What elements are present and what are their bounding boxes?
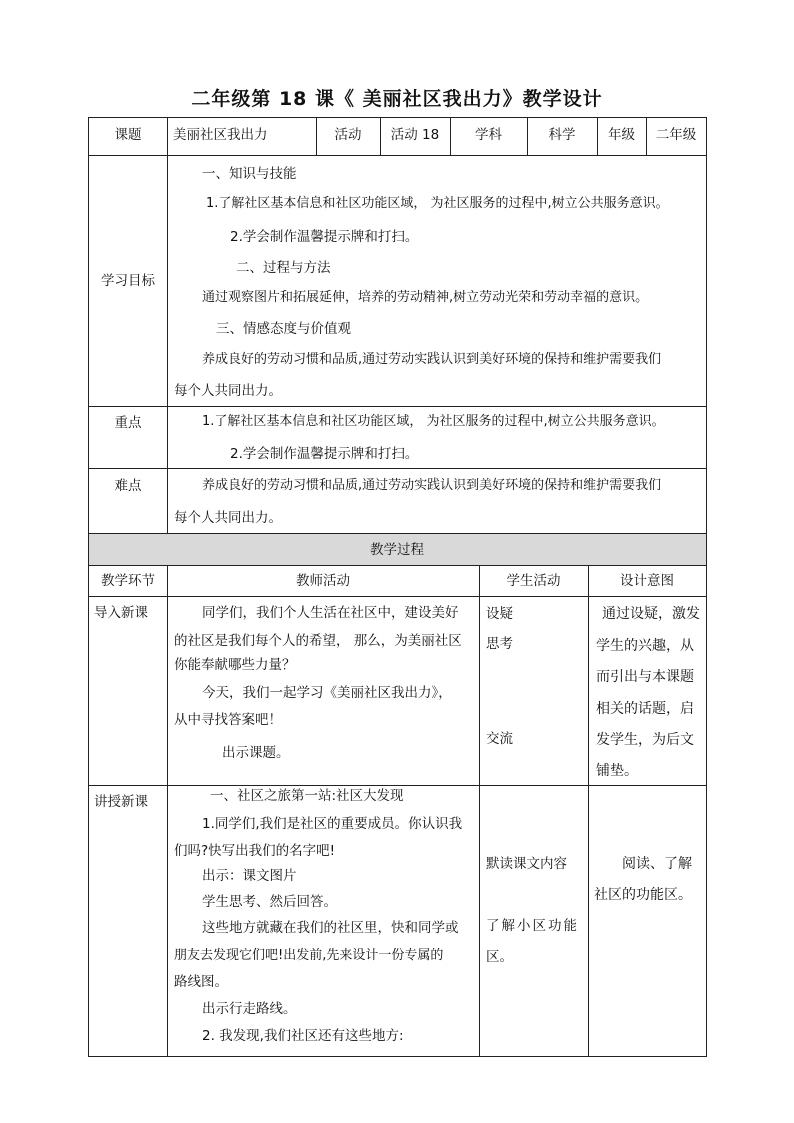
intro-intent-line: 学生的兴趣，从 [596,638,694,654]
intro-teacher-line: 你能奉献哪些力量？ [174,657,296,673]
course-value: 美丽社区我出力 [173,127,268,143]
difficulties-line: 每个人共同出力。 [174,510,282,526]
key-points-line: 1.了解社区基本信息和社区功能区域， 为社区服务的过程中,树立公共服务意识。 [202,414,665,429]
row-line [88,468,707,469]
objectives-line: 2.学会制作温馨提示牌和打扫。 [230,229,419,245]
row-line [88,117,707,118]
lecture-intent-line: 社区的功能区。 [594,887,692,903]
row-line [88,596,707,597]
intro-intent-line: 相关的话题，启 [596,701,694,717]
key-points-line: 2.学会制作温馨提示牌和打扫。 [230,446,419,462]
intro-student-line: 思考 [486,636,513,652]
lecture-intent-line: 阅读、了解 [622,856,692,872]
document-title: 二年级第 18 课《 美丽社区我出力》教学设计 [191,88,603,110]
objectives-line: 一、知识与技能 [202,166,297,182]
lecture-teacher-line: 2. 我发现,我们社区还有这些地方: [202,1028,404,1044]
lecture-student-line: 默读课文内容 [486,856,567,872]
column-header-intent: 设计意图 [620,573,674,589]
intro-teacher-line: 出示课题。 [222,745,290,761]
col-line [167,117,168,534]
lecture-student-line: 了解小区功能 [486,918,579,934]
lecture-teacher-line: 一、社区之旅第一站:社区大发现 [210,788,404,804]
activity-label: 活动 [334,127,362,143]
key-points-label: 重点 [114,415,142,431]
row-line [88,533,707,534]
row-line [88,565,707,566]
intro-stage: 导入新课 [94,605,148,621]
subject-value: 科学 [548,127,576,143]
lecture-teacher-line: 路线图。 [174,974,228,990]
subject-label: 学科 [475,127,502,143]
activity-value: 活动 18 [390,127,440,143]
lecture-teacher-line: 这些地方就藏在我们的社区里，快和同学或 [202,920,459,936]
col-line [588,565,589,1057]
row-line [88,155,707,156]
objectives-line: 养成良好的劳动习惯和品质,通过劳动实践认识到美好环境的保持和维护需要我们 [202,352,662,367]
lecture-teacher-line: 1.同学们,我们是社区的重要成员。你认识我 [202,816,463,832]
col-line [706,117,707,1057]
column-header-student: 学生活动 [506,573,561,589]
process-title: 教学过程 [370,542,424,558]
intro-intent-line: 而引出与本课题 [596,669,694,685]
row-line [88,406,707,407]
lecture-teacher-line: 们吗?快写出我们的名字吧! [174,843,336,859]
column-header-teacher: 教师活动 [296,573,350,589]
intro-student-line: 交流 [486,731,513,747]
intro-teacher-line: 从中寻找答案吧！ [174,712,282,728]
objectives-label: 学习目标 [101,273,155,289]
intro-intent-line: 发学生，为后文 [596,732,694,748]
lecture-teacher-line: 出示行走路线。 [202,1001,297,1017]
objectives-line: 1.了解社区基本信息和社区功能区域， 为社区服务的过程中,树立公共服务意识。 [206,196,669,211]
objectives-line: 三、情感态度与价值观 [216,321,351,337]
col-line [167,565,168,1057]
column-header-stage: 教学环节 [101,573,155,589]
course-label: 课题 [114,127,142,143]
intro-teacher-line: 今天，我们一起学习《美丽社区我出力》， [202,685,452,701]
lecture-student-line: 区。 [486,949,513,965]
difficulties-label: 难点 [114,478,142,494]
row-line [88,785,707,786]
objectives-line: 通过观察图片和拓展延伸，培养的劳动精神,树立劳动光荣和劳动幸福的意识。 [202,290,649,305]
intro-teacher-line: 的社区是我们每个人的希望， 那么，为美丽社区 [174,633,462,649]
intro-teacher-line: 同学们，我们个人生活在社区中，建设美好 [202,605,459,621]
intro-student-line: 设疑 [486,606,513,622]
lecture-stage: 讲授新课 [94,794,148,810]
lecture-teacher-line: 学生思考、然后回答。 [202,894,337,910]
grade-value: 二年级 [655,127,697,143]
intro-intent-line: 通过设疑，激发 [602,606,700,622]
objectives-line: 二、过程与方法 [236,260,331,276]
col-line [479,565,480,1057]
grade-label: 年级 [608,127,635,143]
lecture-teacher-line: 出示：课文图片 [202,868,297,884]
row-line [88,1056,707,1057]
intro-intent-line: 铺垫。 [596,763,638,779]
lecture-teacher-line: 朋友去发现它们吧!出发前,先来设计一份专属的 [174,948,444,963]
objectives-line: 每个人共同出力。 [174,383,282,399]
difficulties-line: 养成良好的劳动习惯和品质,通过劳动实践认识到美好环境的保持和维护需要我们 [202,478,662,493]
